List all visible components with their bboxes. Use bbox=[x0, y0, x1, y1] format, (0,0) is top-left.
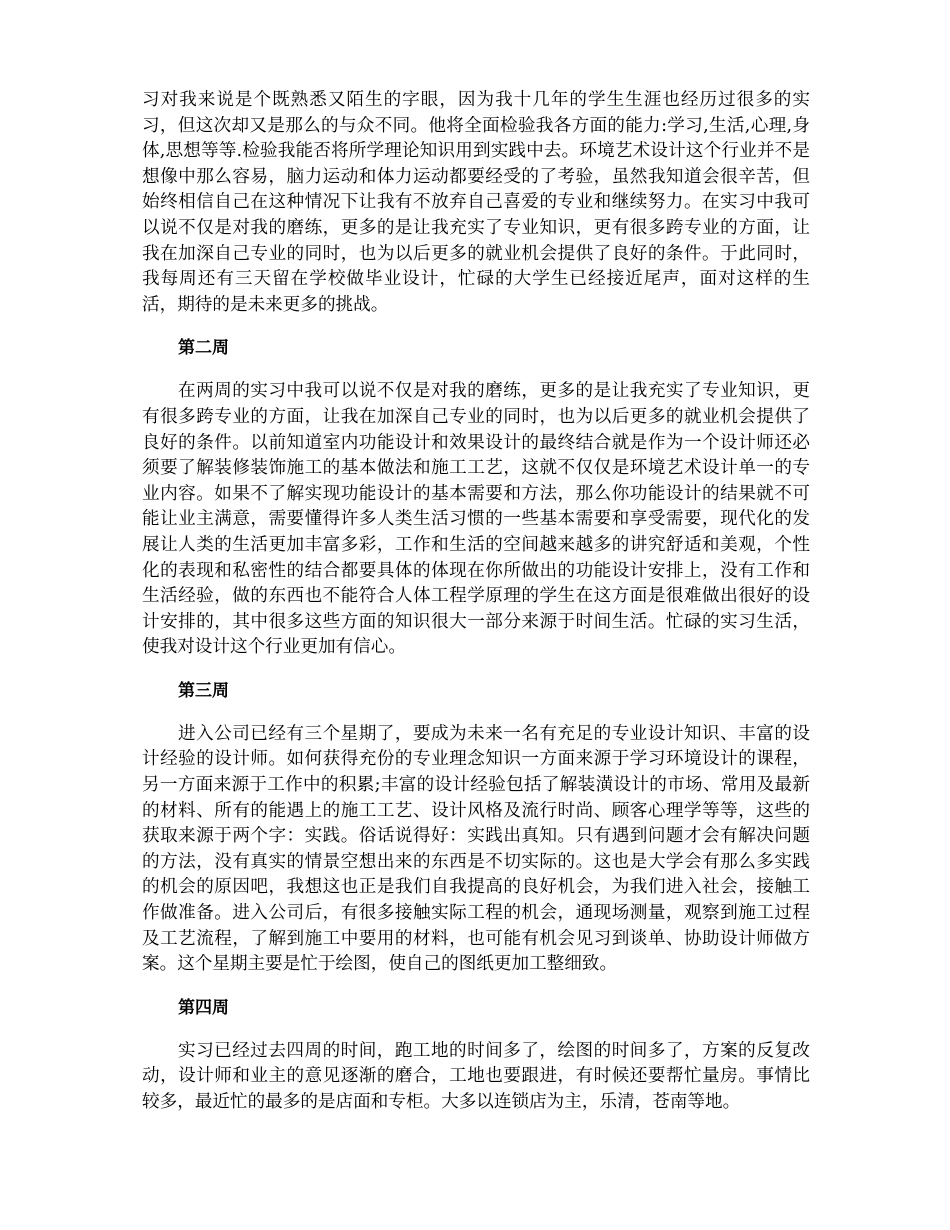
week-2-heading: 第二周 bbox=[178, 338, 229, 359]
week-3-paragraph: 进入公司已经有三个星期了，要成为未来一名有充足的专业设计知识、丰富的设计经验的设计师。如何获得充份的专业理念知识一方面来源于学习环境设计的课程，另一方面来源于工作中的积累;丰富的设计经验包括了解装潢设计的市场、常用及最新的材料、所有的能遇上的施工工艺、设计风格及流行时尚、顾客心理学等等，这些的获取来源于两个字：实践。俗话说得好：实践出真知。只有遇到问题才会有解决问题的方法，没有真实的情景空想出来的东西是不切实际的。这也是大学会有那么多实践的机会的原因吧，我想这也正是我们自我提高的良好机会，为我们进入社会，接触工作做准备。进入公司后，有很多接触实际工程的机会，通现场测量，观察到施工过程及工艺流程，了解到施工中要用的材料，也可能有机会见习到谈单、协助设计师做方案。这个星期主要是忙于绘图，使自己的图纸更加工整细致。 bbox=[142, 723, 810, 975]
week-3-heading: 第三周 bbox=[178, 680, 229, 701]
week-4-heading: 第四周 bbox=[178, 997, 229, 1018]
document-page bbox=[142, 88, 810, 1116]
intro-paragraph: 习对我来说是个既熟悉又陌生的字眼，因为我十几年的学生生涯也经历过很多的实习，但这次却又是那么的与众不同。他将全面检验我各方面的能力:学习,生活,心理,身体,思想等等.检验我能否将所学理论知识用到实践中去。环境艺术设计这个行业并不是想像中那么容易，脑力运动和体力运动都要经受的了考验，虽然我知道会很辛苦，但始终相信自己在这种情况下让我有不放弃自己喜爱的专业和继续努力。在实习中我可以说不仅是对我的磨练，更多的是让我充实了专业知识，更有很多跨专业的方面，让我在加深自己专业的同时，也为以后更多的就业机会提供了良好的条件。于此同时，我每周还有三天留在学校做毕业设计，忙碌的大学生已经接近尾声，面对这样的生活，期待的是未来更多的挑战。 bbox=[142, 90, 810, 315]
week-2-paragraph: 在两周的实习中我可以说不仅是对我的磨练，更多的是让我充实了专业知识，更有很多跨专业的方面，让我在加深自己专业的同时，也为以后更多的就业机会提供了良好的条件。以前知道室内功能设计和效果设计的最终结合就是作为一个设计师还必须要了解装修装饰施工的基本做法和施工工艺，这就不仅仅是环境艺术设计单一的专业内容。如果不了解实现功能设计的基本需要和方法，那么你功能设计的结果就不可能让业主满意，需要懂得许多人类生活习惯的一些基本需要和享受需要，现代化的发展让人类的生活更加丰富多彩，工作和生活的空间越来越多的讲究舒适和美观，个性化的表现和私密性的结合都要具体的体现在你所做出的功能设计安排上，没有工作和生活经验，做的东西也不能符合人体工程学原理的学生在这方面是很难做出很好的设计安排的，其中很多这些方面的知识很大一部分来源于时间生活。忙碌的实习生活，使我对设计这个行业更加有信心。 bbox=[142, 381, 810, 658]
week-4-paragraph: 实习已经过去四周的时间，跑工地的时间多了，绘图的时间多了，方案的反复改动，设计师和业主的意见逐渐的磨合，工地也要跟进，有时候还要帮忙量房。事情比较多，最近忙的最多的是店面和专柜。大多以连锁店为主，乐清，苍南等地。 bbox=[142, 1040, 810, 1112]
